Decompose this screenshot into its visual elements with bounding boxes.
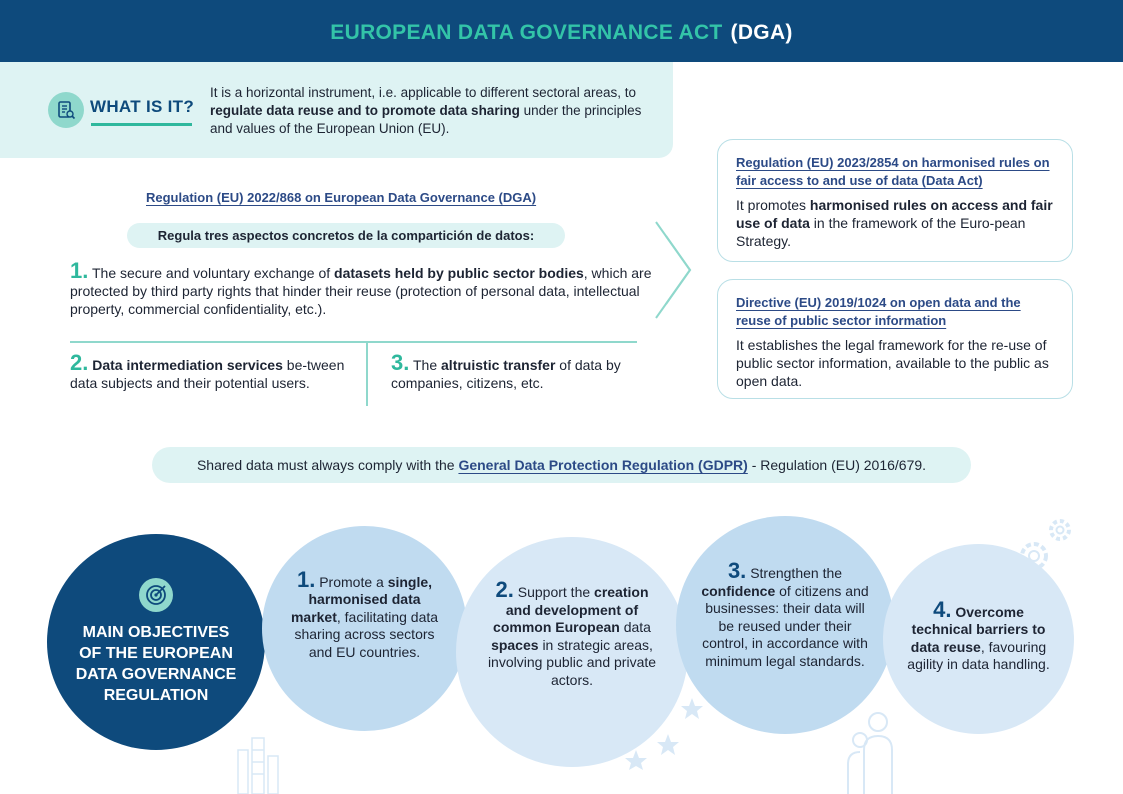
what-is-it-title: WHAT IS IT?	[90, 97, 195, 116]
data-act-link[interactable]: Regulation (EU) 2023/2854 on harmonised rules on fair access to and use of data (Data Act)	[736, 155, 1050, 188]
divider-horizontal	[70, 341, 637, 343]
gdpr-note: Shared data must always comply with the General Data Protection Regulation (GDPR) - Regulation (EU) 2016/679.	[152, 447, 971, 483]
target-icon	[139, 578, 173, 612]
document-icon	[48, 92, 84, 128]
open-data-text: It establishes the legal framework for the re-use of public sector information, available to the public as open data.	[736, 337, 1049, 389]
chevron-right-icon	[652, 218, 696, 322]
open-data-directive-link[interactable]: Directive (EU) 2019/1024 on open data and the reuse of public sector information	[736, 295, 1021, 328]
objective-2: 2. Support the creation and development of common European data spaces in strategic areas, involving public and private actors.	[456, 537, 688, 767]
gdpr-link[interactable]: General Data Protection Regulation (GDPR)	[458, 457, 748, 473]
header-title: EUROPEAN DATA GOVERNANCE ACT	[330, 21, 723, 44]
page-header	[0, 0, 1123, 62]
aspect-3: 3. The altruistic transfer of data by companies, citizens, etc.	[391, 350, 621, 391]
title-underline	[91, 123, 192, 126]
data-act-box	[717, 139, 1073, 262]
divider-vertical	[366, 343, 368, 406]
data-act-text: It promotes harmonised rules on access and fair use of data in the framework of the Euro-pean Strategy.	[736, 197, 1053, 249]
header-abbr: (DGA)	[730, 21, 793, 44]
main-objectives-circle	[47, 534, 265, 750]
open-data-box	[717, 279, 1073, 399]
main-objectives-title: MAIN OBJECTIVES OF THE EUROPEAN DATA GOVERNANCE REGULATION	[75, 624, 237, 704]
objective-1: 1. Promote a single, harmonised data market, facilitating data sharing across sectors and EU countries.	[262, 526, 467, 731]
building-icon	[236, 736, 280, 794]
regula-label: Regula tres aspectos concretos de la compartición de datos:	[127, 223, 565, 248]
aspect-2: 2. Data intermediation services be-tween data subjects and their potential users.	[70, 350, 345, 391]
objective-4: 4. Overcome technical barriers to data reuse, favouring agility in data handling.	[883, 544, 1074, 734]
aspect-1: 1. The secure and voluntary exchange of datasets held by public sector bodies, which are protected by third party rights that hinder their reuse (protection of personal data, intellectual property, commercial confidentiality, etc.).	[70, 258, 652, 317]
dga-regulation-link[interactable]: Regulation (EU) 2022/868 on European Data Governance (DGA)	[146, 190, 537, 205]
what-is-it-text: It is a horizontal instrument, i.e. applicable to different sectoral areas, to regulate data reuse and to promote data sharing under the principles and values of the European Union (EU).	[210, 85, 642, 136]
objective-3: 3. Strengthen the confidence of citizens and businesses: their data will be reused under their control, in accordance with minimum legal standards.	[676, 516, 894, 734]
people-icon	[846, 710, 896, 794]
